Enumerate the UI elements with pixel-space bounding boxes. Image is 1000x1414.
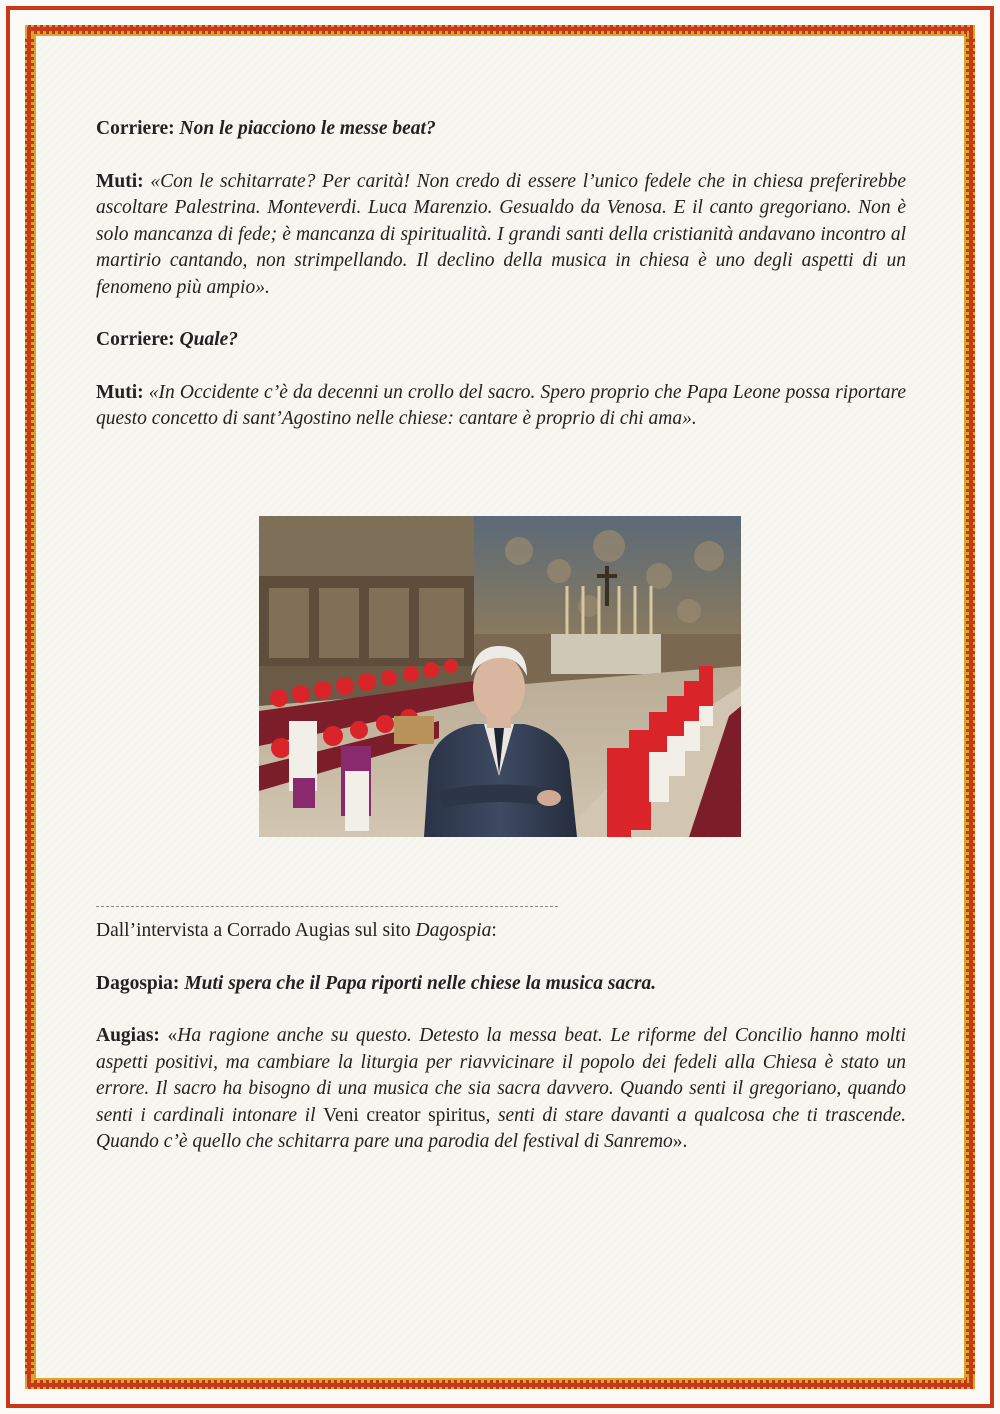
- answer-text-part2: , senti di stare davanti a qualcosa che ti trascende. Quando c’è quello che schitarra pare una parodia del festival di Sanremo: [96, 1104, 906, 1152]
- hymn-title: Veni creator spiritus: [323, 1104, 486, 1126]
- source-prefix: Dall’intervista a Corrado Augias sul sito: [96, 920, 416, 941]
- speaker-label: Dagospia:: [96, 972, 180, 994]
- question-1: [96, 116, 906, 143]
- speaker-label: Corriere:: [96, 118, 175, 139]
- answer-2: [96, 380, 906, 433]
- answer-1: [96, 169, 906, 302]
- photo-illustration: [259, 516, 741, 837]
- dashed-separator: [96, 906, 558, 907]
- question-text: Quale?: [179, 329, 239, 350]
- photo-sistine-chapel: [259, 516, 741, 837]
- speaker-label: Muti:: [96, 170, 144, 192]
- answer-3: [96, 1023, 906, 1156]
- question-2: [96, 327, 906, 354]
- answer-text: «In Occidente c’è da decenni un crollo del sacro. Spero proprio che Papa Leone possa riportare questo concetto di sant’Agostino nelle chiese: cantare è proprio di chi ama».: [96, 381, 906, 429]
- interview-muti: [96, 116, 906, 433]
- source-suffix: :: [491, 920, 497, 941]
- interview-augias: [96, 918, 906, 1156]
- speaker-label: Augias:: [96, 1025, 160, 1046]
- speaker-label: Muti:: [96, 381, 144, 403]
- answer-text-part1: Ha ragione anche su questo. Detesto la messa beat. Le riforme del Concilio hanno molti aspetti positivi, ma cambiare la liturgia per riavvicinare il popolo dei fedeli alla Chiesa è stato un errore. Il sacro ha bisogno di una musica che sia sacra davvero. Quando senti il gregoriano, quando senti i cardinali intonare il: [96, 1025, 907, 1126]
- open-quote: «: [167, 1025, 178, 1046]
- answer-text: «Con le schitarrate? Per carità! Non credo di essere l’unico fedele che in chiesa preferirebbe ascoltare Palestrina. Monteverdi. Luca Marenzio. Gesualdo da Venosa. E il canto gregoriano. Non è solo mancanza di fede; è mancanza di spiritualità. I grandi santi della cristianità andavano incontro al martirio cantando, non strimpellando. Il declino della musica in chiesa è uno degli aspetti di un fenomeno più ampio».: [96, 170, 906, 298]
- source-site: Dagospia: [415, 920, 492, 941]
- close-quote: ».: [672, 1131, 688, 1152]
- question-3: [96, 971, 906, 998]
- question-text: Muti spera che il Papa riporti nelle chiese la musica sacra.: [184, 972, 657, 994]
- question-text: Non le piacciono le messe beat?: [179, 118, 436, 139]
- source-line: [96, 918, 906, 945]
- speaker-label: Corriere:: [96, 329, 175, 350]
